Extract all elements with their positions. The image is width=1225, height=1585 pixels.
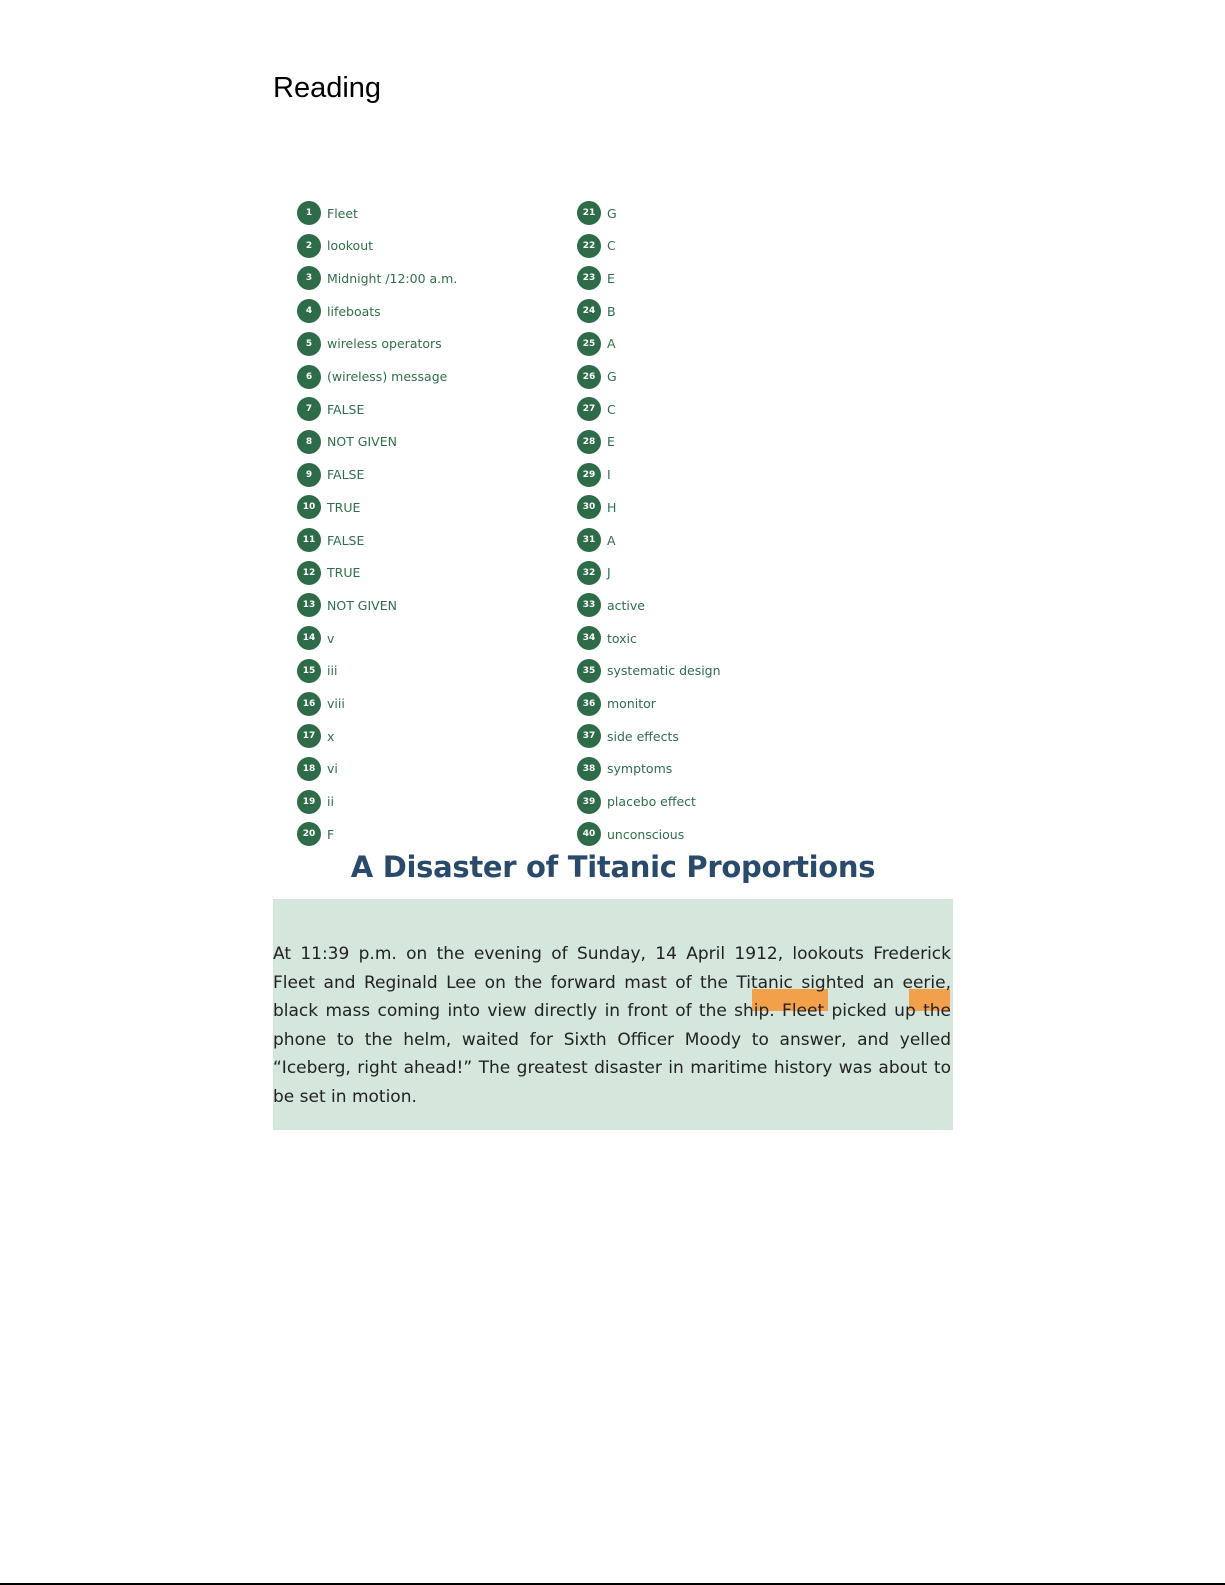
answer-row [297,234,373,258]
answer-text: FALSE [327,532,365,548]
question-number-badge: 17 [297,724,321,748]
question-number-badge: 25 [577,332,601,356]
answer-text: FALSE [327,467,365,483]
answer-row [297,822,334,846]
answer-row [297,463,364,487]
answer-text: F [327,826,335,842]
question-number-badge: 35 [577,659,601,683]
answer-row [577,822,684,846]
answer-row [577,495,616,519]
answer-row [577,593,645,617]
answer-row [577,790,696,814]
answer-text: TRUE [327,499,361,515]
answer-row [577,724,679,748]
answer-text: viii [327,696,345,711]
answer-row [297,757,338,781]
answer-text: E [607,434,615,450]
answer-text: systematic design [607,663,721,679]
answer-text: lookout [327,238,374,254]
answer-row [577,463,611,487]
answer-row [297,495,360,519]
answer-text: Midnight /12:00 a.m. [327,270,458,286]
answer-row [297,266,457,290]
question-number-badge: 15 [297,659,321,683]
answer-text: H [607,499,617,515]
question-number-badge: 10 [297,495,321,519]
answer-row [297,593,397,617]
question-number-badge: 29 [577,463,601,487]
answer-row [577,397,616,421]
question-number-badge: 40 [577,822,601,846]
answer-row [577,528,616,552]
answer-row [297,790,334,814]
answer-text: Fleet [327,205,358,221]
answer-text: lifeboats [327,303,381,319]
answer-text: B [607,303,616,319]
page-heading: Reading [273,72,382,104]
question-number-badge: 11 [297,528,321,552]
question-number-badge: 13 [297,593,321,617]
question-number-badge: 14 [297,626,321,650]
question-number-badge: 23 [577,266,601,290]
answer-text: symptoms [607,761,673,777]
answer-row [577,365,617,389]
answer-row [577,201,617,225]
question-number-badge: 12 [297,561,321,585]
question-number-badge: 18 [297,757,321,781]
question-number-badge: 6 [297,365,321,389]
answer-row [577,561,611,585]
answer-text: A [607,336,616,352]
passage-text: At 11:39 p.m. on the evening of Sunday, 14 April 1912, lookouts Frederick Fleet and Reginald Lee on the forward mast of the Titanic sighted an eerie, black mass coming into view directly in front of the ship. Fleet picked up the phone to the helm, waited for Sixth Officer Moody to answer, and yelled “Iceberg, right ahead!” The greatest disaster in maritime history was about to be set in motion. [273,944,951,1107]
answer-row [297,561,360,585]
answer-text: (wireless) message [327,369,448,384]
question-number-badge: 19 [297,790,321,814]
answer-row [297,692,345,716]
answer-row [577,757,672,781]
answer-row [577,299,616,323]
question-number-badge: 21 [577,201,601,225]
answer-text: wireless operators [327,336,442,352]
answer-row [577,692,656,716]
question-number-badge: 30 [577,495,601,519]
answer-text: monitor [607,696,656,711]
answer-row [577,659,721,683]
question-number-badge: 38 [577,757,601,781]
article-title: A Disaster of Titanic Proportions [350,850,876,884]
question-number-badge: 22 [577,234,601,258]
answer-text: G [607,205,617,221]
question-number-badge: 16 [297,692,321,716]
answer-text: unconscious [607,826,685,842]
question-number-badge: 9 [297,463,321,487]
answer-row [577,332,616,356]
answer-text: J [607,565,611,581]
question-number-badge: 27 [577,397,601,421]
answer-text: C [607,238,616,254]
answer-row [297,626,334,650]
answer-row [577,234,616,258]
question-number-badge: 8 [297,430,321,454]
answer-text: placebo effect [607,794,696,810]
question-number-badge: 33 [577,593,601,617]
answer-row [577,430,615,454]
question-number-badge: 34 [577,626,601,650]
answer-row [297,528,364,552]
question-number-badge: 26 [577,365,601,389]
question-number-badge: 4 [297,299,321,323]
answer-text: NOT GIVEN [327,597,397,613]
answer-text: TRUE [327,565,361,581]
answer-key [297,201,777,853]
answer-text: C [607,401,616,417]
answer-row [577,266,615,290]
question-number-badge: 3 [297,266,321,290]
answer-row [297,397,364,421]
answer-text: v [327,630,335,646]
answer-row [297,724,334,748]
answer-text: A [607,532,616,548]
answer-row [297,365,447,389]
answer-row [297,332,442,356]
question-number-badge: 2 [297,234,321,258]
answer-row [297,299,381,323]
question-number-badge: 37 [577,724,601,748]
question-number-badge: 7 [297,397,321,421]
answer-text: vi [327,761,338,777]
question-number-badge: 28 [577,430,601,454]
answer-text: E [607,270,615,286]
question-number-badge: 39 [577,790,601,814]
answer-row [297,201,358,225]
answer-text: side effects [607,728,679,744]
answer-text: iii [327,663,338,679]
answer-row [297,659,337,683]
question-number-badge: 1 [297,201,321,225]
answer-text: G [607,369,617,384]
question-number-badge: 32 [577,561,601,585]
answer-text: I [607,467,611,483]
answer-text: toxic [607,630,637,646]
answer-text: ii [327,794,334,810]
question-number-badge: 24 [577,299,601,323]
answer-text: FALSE [327,401,365,417]
question-number-badge: 31 [577,528,601,552]
question-number-badge: 36 [577,692,601,716]
answer-text: x [327,728,335,744]
answer-text: NOT GIVEN [327,434,397,450]
answer-row [577,626,637,650]
question-number-badge: 20 [297,822,321,846]
answer-text: active [607,597,645,613]
question-number-badge: 5 [297,332,321,356]
answer-row [297,430,397,454]
